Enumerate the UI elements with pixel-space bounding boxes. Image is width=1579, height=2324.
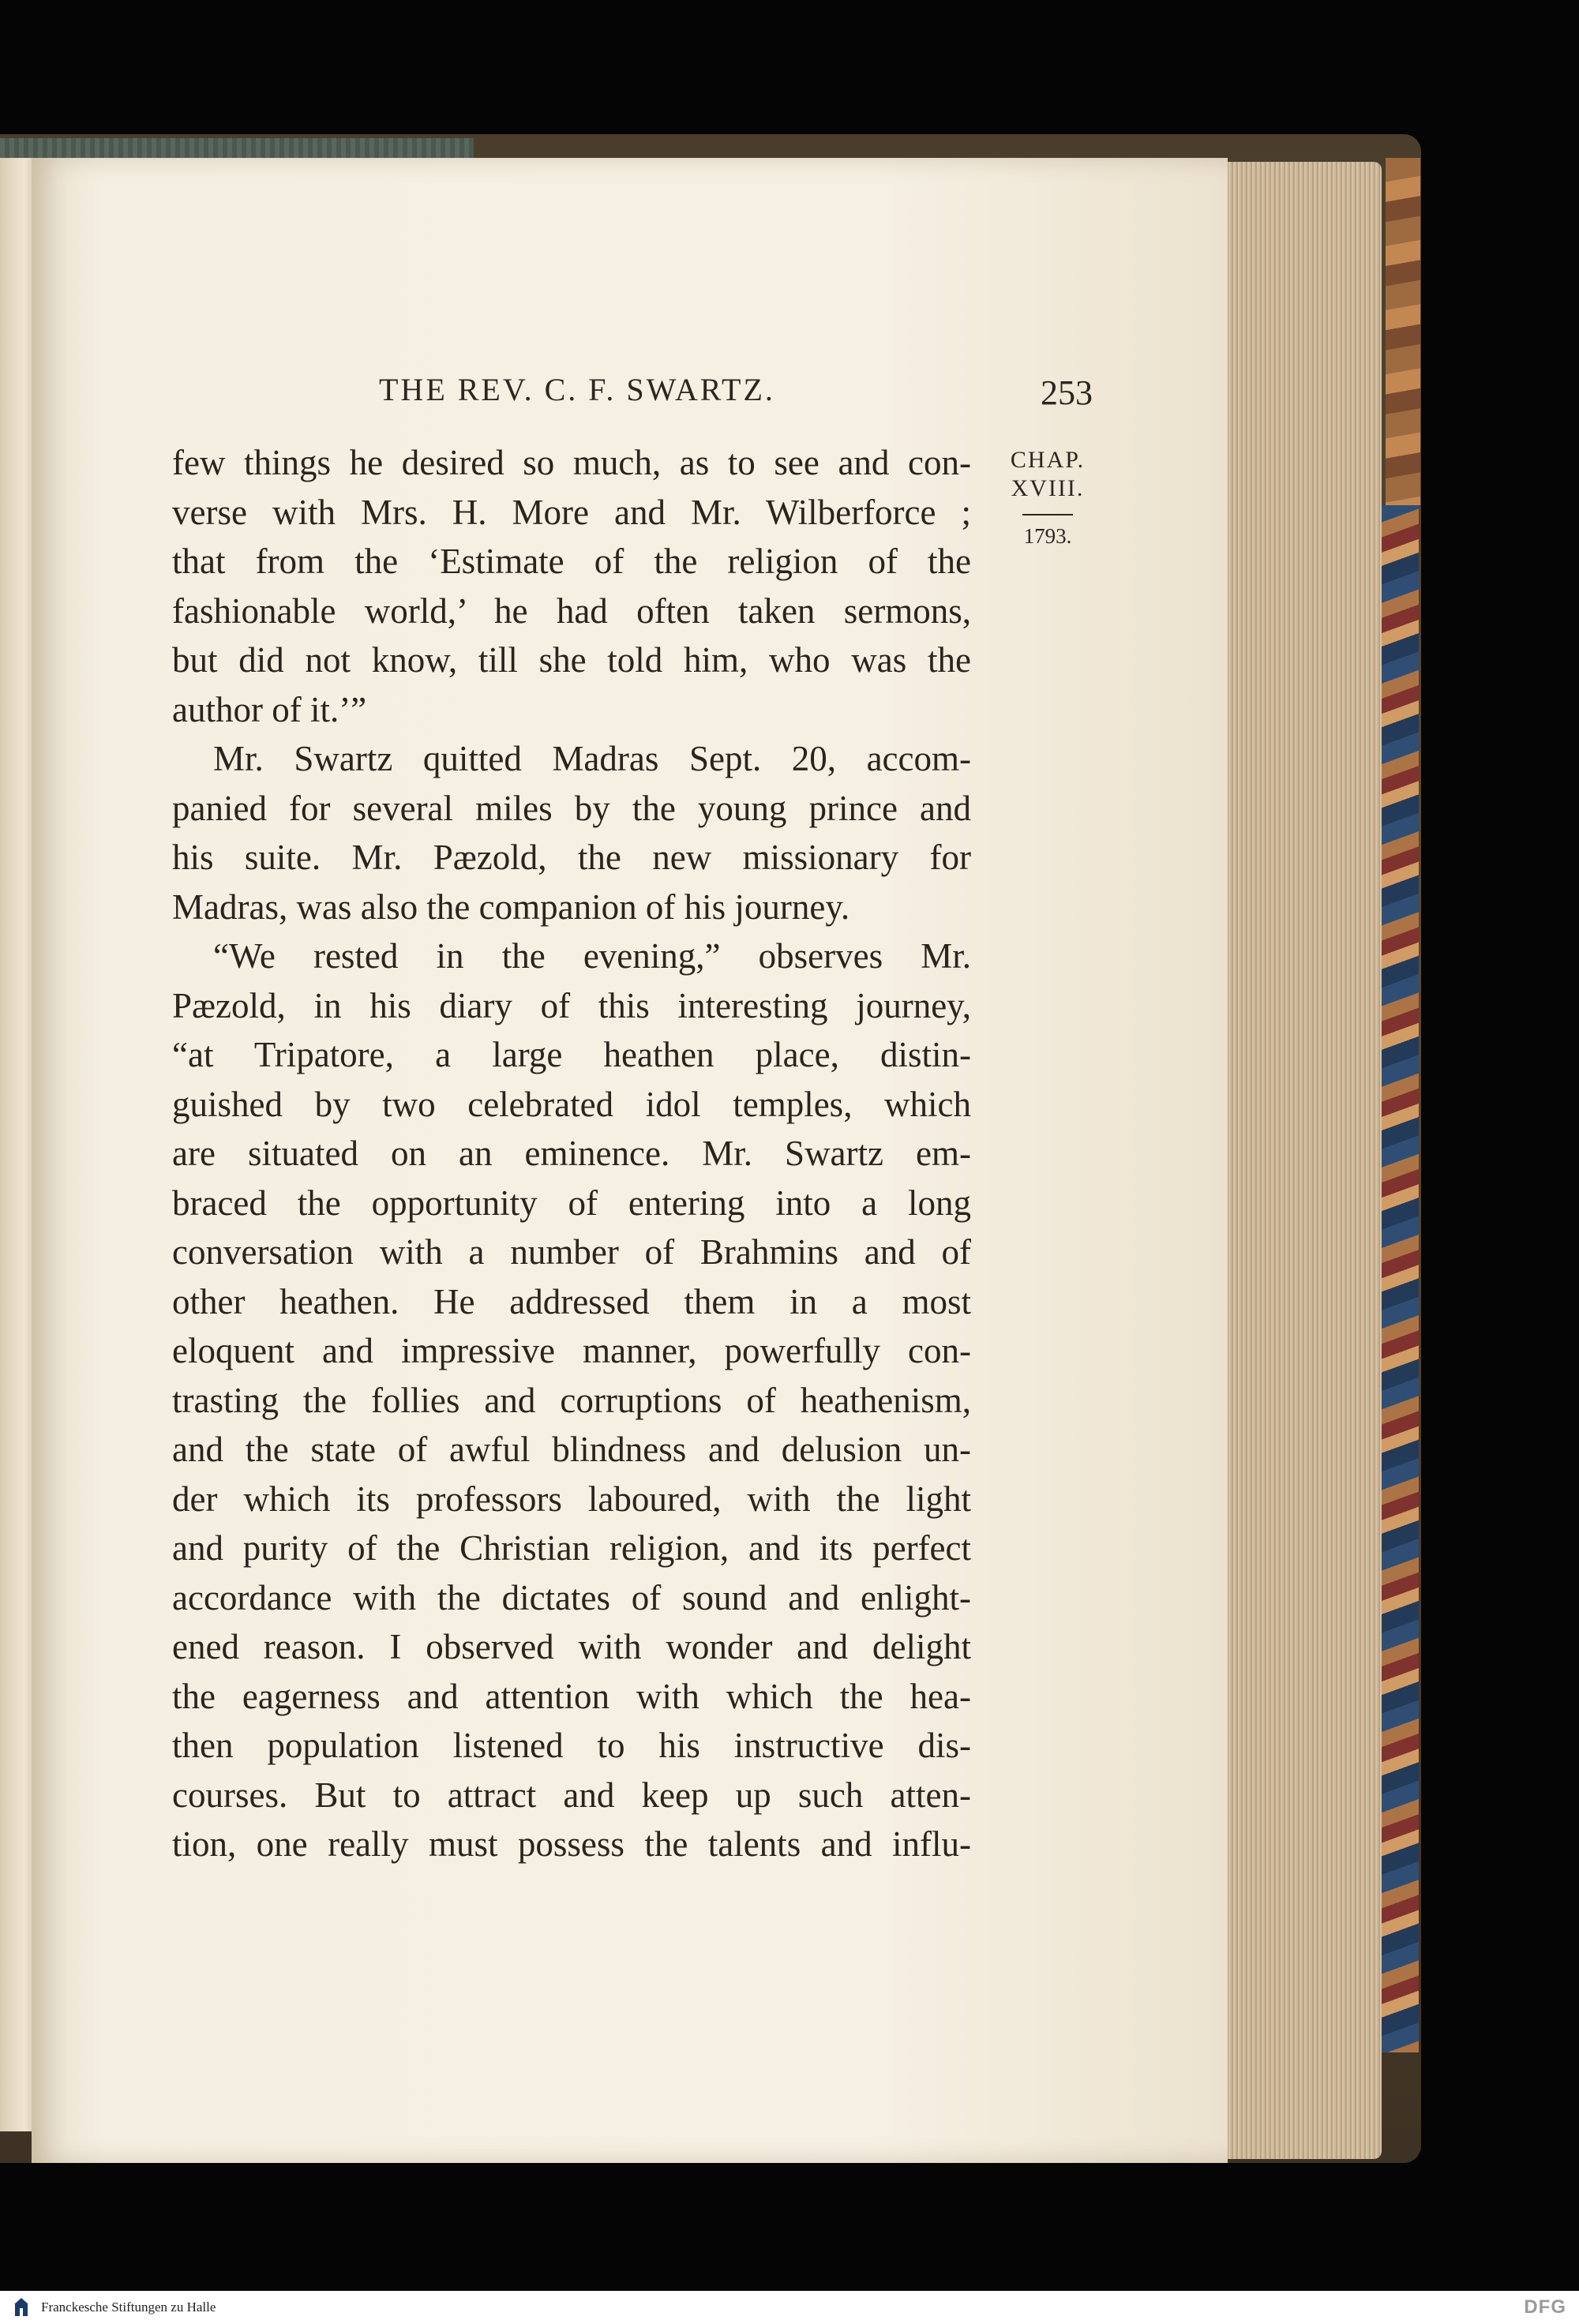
text-line: but did not know, till she told him, who was the (172, 640, 971, 680)
text-line: then population listened to his instructive dis- (172, 1726, 971, 1765)
text-line: braced the opportunity of entering into a long (172, 1183, 971, 1223)
text-line: are situated on an eminence. Mr. Swartz em- (172, 1134, 971, 1173)
footer-bar (0, 2291, 1579, 2324)
text-line: trasting the follies and corruptions of heathenism, (172, 1380, 971, 1420)
text-line: eloquent and impressive manner, powerfully con- (172, 1331, 971, 1370)
text-line: and the state of awful blindness and delusion un- (172, 1430, 971, 1469)
marbled-edge (1378, 505, 1419, 2052)
margin-note (1001, 446, 1094, 549)
text-line: his suite. Mr. Pæzold, the new missionary for (172, 838, 971, 877)
page-block-edges (1216, 162, 1382, 2159)
text-line: few things he desired so much, as to see and con- (172, 443, 971, 482)
running-head: THE REV. C. F. SWARTZ. (379, 372, 775, 407)
text-line: guished by two celebrated idol temples, which (172, 1084, 971, 1124)
text-line: courses. But to attract and keep up such atten- (172, 1775, 971, 1815)
text-line: and purity of the Christian religion, and its perfect (172, 1528, 971, 1568)
dfg-logo: DFG (1524, 2296, 1566, 2318)
text-line: panied for several miles by the young prince and (172, 788, 971, 828)
foundation-logo-icon (13, 2296, 30, 2319)
text-line: Madras, was also the companion of his journey. (172, 886, 850, 927)
text-line: “We rested in the evening,” observes Mr. (213, 936, 971, 976)
institution-label: Franckesche Stiftungen zu Halle (41, 2300, 216, 2315)
text-line: conversation with a number of Brahmins and of (172, 1232, 971, 1272)
text-line: fashionable world,’ he had often taken sermons, (172, 590, 971, 631)
margin-rule (1022, 514, 1073, 515)
margin-chapter-number: XVIII. (1011, 475, 1085, 501)
footer-institution[interactable] (0, 2296, 216, 2319)
margin-chap-label: CHAP. (1010, 447, 1086, 473)
text-line: ened reason. I observed with wonder and delight (172, 1627, 971, 1666)
text-line: author of it.’” (172, 689, 367, 729)
text-line: accordance with the dictates of sound and enlight- (172, 1577, 971, 1617)
marbled-edge-top (1386, 158, 1420, 505)
text-line: the eagerness and attention with which the hea- (172, 1676, 971, 1716)
page-number: 253 (1041, 373, 1093, 412)
text-line: “at Tripatore, a large heathen place, distin- (172, 1035, 971, 1074)
text-line: that from the ‘Estimate of the religion of the (172, 542, 971, 581)
text-line: verse with Mrs. H. More and Mr. Wilberforce ; (172, 492, 971, 532)
text-line: tion, one really must possess the talents and influ- (172, 1824, 971, 1864)
text-line: Mr. Swartz quitted Madras Sept. 20, accom- (213, 739, 971, 778)
body-text (172, 438, 971, 1869)
text-line: der which its professors laboured, with the light (172, 1479, 971, 1519)
text-line: Pæzold, in his diary of this interesting journey, (172, 985, 971, 1025)
text-line: other heathen. He addressed them in a most (172, 1281, 971, 1321)
margin-year: 1793. (1023, 524, 1072, 548)
